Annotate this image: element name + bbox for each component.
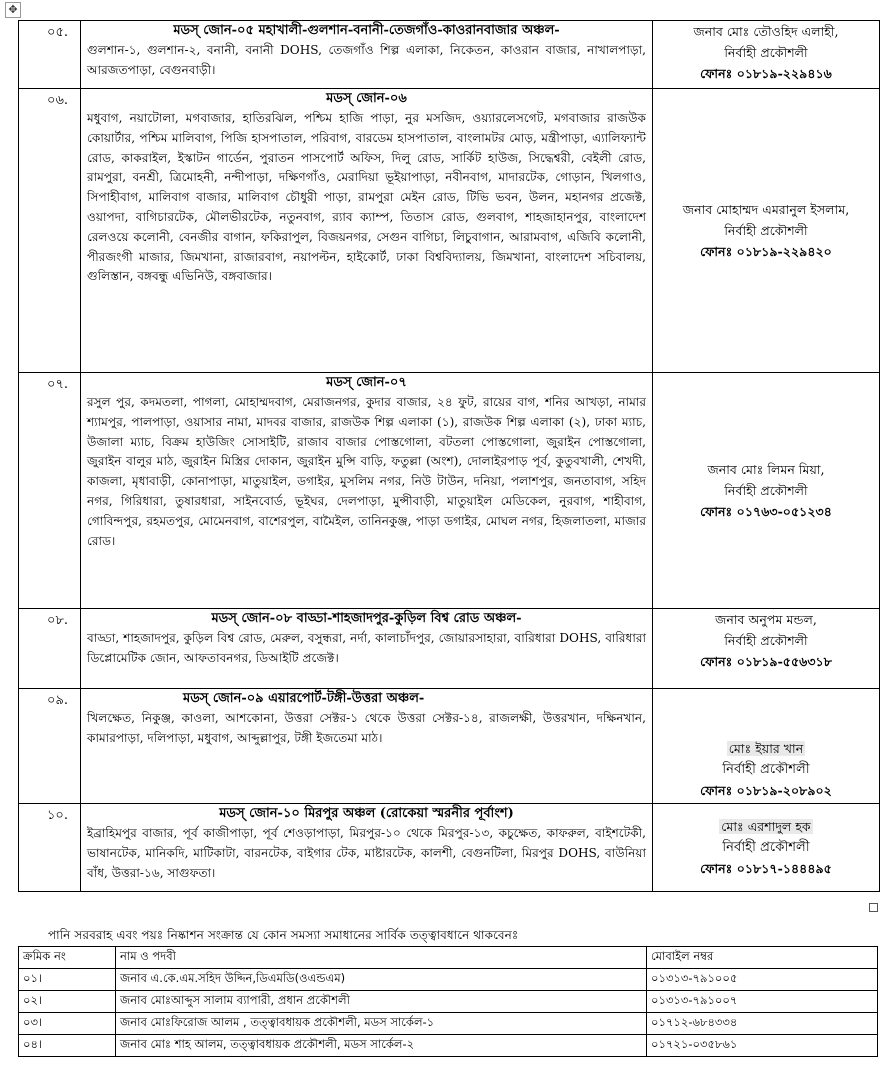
zone-contact bbox=[653, 21, 880, 89]
officer-name-designation: জনাব এ.কে.এম.সহিদ উদ্দিন,ডিএমডি(ওএন্ডএম) bbox=[116, 969, 647, 991]
zone-row bbox=[19, 804, 880, 892]
zone-contact bbox=[653, 689, 880, 804]
zone-areas: ইব্রাহিমপুর বাজার, পূর্ব কাজীপাড়া, পূর্ব শেওড়াপাড়া, মিরপুর-১০ থেকে মিরপুর-১৩, কচুক্ষেত, কাফরুল, বাইশটেকী, ভাষানটেক, মানিকদি, মাটিকাটা, বারনটেক, বাইগার টেক, মাষ্টারটেক, কালশী, বেগুনটিলা, মিরপুর DOHS, বাউনিয়া বাঁধ, উত্তরা-১৬, সাগুফতা। bbox=[87, 826, 646, 880]
zone-row bbox=[19, 689, 880, 804]
table-resize-handle[interactable] bbox=[869, 903, 878, 912]
officers-header-row bbox=[19, 947, 878, 969]
officer-name: মোঃ ইয়ার খান bbox=[728, 741, 804, 756]
zone-areas: গুলশান-১, গুলশান-২, বনানী, বনানী DOHS, তেজগাঁও শিল্প এলাকা, নিকেতন, কাওরান বাজার, নাখালপাড়া, আরজতপাড়া, বেগুনবাড়ী। bbox=[87, 43, 646, 77]
zone-areas-cell bbox=[81, 21, 653, 89]
officer-phone: ফোনঃ ০১৮১৯-৫৫৬৩১৮ bbox=[700, 654, 832, 669]
officer-phone: ফোনঃ ০১৭৬৩-০৫১২৩৪ bbox=[700, 504, 832, 519]
officer-name[interactable]: মোঃ এরশাদুল হক bbox=[721, 819, 811, 834]
zone-areas-cell bbox=[81, 689, 653, 804]
zone-title: মডস্ জোন-০৬ bbox=[326, 91, 407, 106]
zone-title: মডস্ জোন-১০ মিরপুর অঞ্চল (রোকেয়া স্মরনীর পূর্বাংশ) bbox=[219, 806, 514, 821]
zone-contact bbox=[653, 89, 880, 373]
officer-phone: ফোনঃ ০১৮১৯-২২৯৪১৬ bbox=[700, 66, 832, 81]
officer-row bbox=[19, 1013, 878, 1035]
zone-row bbox=[19, 21, 880, 89]
officer-title: নির্বাহী প্রকৌশলী bbox=[722, 762, 810, 777]
officer-name-designation: জনাব মোঃ শাহ আলম, তত্ত্বাবধায়ক প্রকৌশলী, মডস সার্কেল-২ bbox=[116, 1035, 647, 1057]
officer-row bbox=[19, 969, 878, 991]
officer-name: জনাব অনুপম মন্ডল, bbox=[715, 612, 817, 627]
officer-mobile: ০১৭২১-০৩৫৮৬১ bbox=[647, 1035, 878, 1057]
zone-areas-cell bbox=[81, 804, 653, 892]
zone-number: ০৬. bbox=[19, 89, 81, 373]
officer-mobile: ০১৭১২-৬৮৪৩৩৪ bbox=[647, 1013, 878, 1035]
zone-title: মডস্ জোন-০৭ bbox=[326, 375, 407, 390]
zone-number: ০৭. bbox=[19, 373, 81, 609]
officer-row bbox=[19, 991, 878, 1013]
officer-name: জনাব মোঃ লিমন মিয়া, bbox=[707, 462, 825, 477]
officer-serial: ০১। bbox=[19, 969, 116, 991]
officer-mobile: ০১৩১৩-৭৯১০০৭ bbox=[647, 991, 878, 1013]
zone-number: ১০. bbox=[19, 804, 81, 892]
zone-row bbox=[19, 609, 880, 689]
officer-title: নির্বাহী প্রকৌশলী bbox=[724, 483, 808, 498]
header-name: নাম ও পদবী bbox=[116, 947, 647, 969]
header-serial: ক্রমিক নং bbox=[19, 947, 116, 969]
zone-areas-cell bbox=[81, 609, 653, 689]
zone-title: মডস্ জোন-০৯ এয়ারপোর্ট-টঙ্গী-উত্তরা অঞ্চল- bbox=[183, 691, 425, 706]
officer-row bbox=[19, 1035, 878, 1057]
officer-title: নির্বাহী প্রকৌশলী bbox=[724, 223, 808, 238]
officer-title: নির্বাহী প্রকৌশলী bbox=[722, 840, 810, 855]
zone-title: মডস্ জোন-০৮ বাড্ডা-শাহজাদপুর-কুড়িল বিশ্ব রোড অঞ্চল- bbox=[211, 611, 522, 626]
officer-phone: ফোনঃ ০১৮১৯-২২৯৪২০ bbox=[700, 244, 832, 259]
header-mobile: মোবাইল নম্বর bbox=[647, 947, 878, 969]
zone-number: ০৫. bbox=[19, 21, 81, 89]
zone-title: মডস্ জোন-০৫ মহাখালী-গুলশান-বনানী-তেজগাঁও-কাওরানবাজার অঞ্চল- bbox=[173, 23, 560, 38]
officer-phone: ফোনঃ ০১৮১৯-২০৮৯০২ bbox=[700, 783, 832, 798]
zone-areas-cell bbox=[81, 373, 653, 609]
zone-contact bbox=[653, 804, 880, 892]
officer-title: নির্বাহী প্রকৌশলী bbox=[724, 633, 808, 648]
zone-areas-cell bbox=[81, 89, 653, 373]
zone-areas: রসুল পুর, কদমতলা, পাগলা, মোহাম্মদবাগ, মেরাজনগর, কুদার বাজার, ২৪ ফুট, রায়ের বাগ, শনির আখড়া, নামার শ্যামপুর, পালপাড়া, ওয়াসার নামা, মাদবর বাজার, রাজউক শিল্প এলাকা (১), রাজউক শিল্প এলাকা (২), ঢাকা ম্যাচ, উজালা ম্যাচ, বিক্রম হাউজিং সোসাইটি, রাজাব বাজার পোস্তগোলা, বটতলা পোস্তগোলা, জুরাইন পোস্তগোলা, জুরাইন বালুর মাঠ, জুরাইন মিস্ত্রির দোকান, জুরাইন মুন্সি বাড়ি, ফতুল্লা (অংশ), দোলাইরপাড় পূর্ব, কুতুবখালী, শেখদী, কাজলা, মৃধাবাড়ী, কোনাপাড়া, মাতুয়াইল, ডগাইর, মুসলিম নগর, নিউ টাউন, দনিয়া, পলাশপুর, জনতাবাগ, সহিদ নগর, গিরিধারা, তুষারধারা, সাইনবোর্ড, ভূইঘর, দেলপাড়া, মুন্সীবাড়ী, মাতুয়াইল মেডিকেল, নুরবাগ, শাহীবাগ, গোবিন্দপুর, রহমতপুর, মোমেনবাগ, বাশেরপুল, বামৈইল, তানিনকুঞ্জ, পাড়া ডগাইর, মোঘল নগর, হিজলাতলা, মাজার রোড। bbox=[87, 395, 646, 548]
zone-row bbox=[19, 89, 880, 373]
officer-serial: ০৩। bbox=[19, 1013, 116, 1035]
zone-areas: খিলক্ষেত, নিকুঞ্জ, কাওলা, আশকোনা, উত্তরা সেক্টর-১ থেকে উত্তরা সেক্টর-১৪, রাজলক্ষী, উত্তরখান, দক্ষিনখান, কামারপাড়া, দলিপাড়া, মধুবাগ, আব্দুল্লাপুর, টঙ্গী ইজতেমা মাঠ। bbox=[87, 711, 646, 745]
zones-table bbox=[18, 20, 880, 892]
officer-phone: ফোনঃ ০১৮১৭-১৪৪৪৯৫ bbox=[700, 861, 832, 876]
supervision-note: পানি সরবরাহ এবং পয়ঃ নিষ্কাশন সংক্রান্ত যে কোন সমস্যা সমাধানের সার্বিক তত্ত্বাবধানে থাকবেনঃ bbox=[48, 928, 519, 942]
officer-name: জনাব মোহাম্মদ এমরানুল ইসলাম, bbox=[682, 202, 850, 217]
table-move-handle[interactable]: ✥ bbox=[5, 2, 21, 18]
zone-areas: মধুবাগ, নয়াটোলা, মগবাজার, হাতিরঝিল, পশ্চিম হাজি পাড়া, নুর মসজিদ, ওয়্যারলেসগেট, মগবাজার রাজউক কোয়ার্টার, পশ্চিম মালিবাগ, পিজি হাসপাতাল, পরিবাগ, বারডেম হাসপাতাল, বাংলামটর মোড়, মন্ত্রীপাড়া, এ্যালিফ্যান্ট রোড, কাকরাইল, ইস্কাটন গার্ডেন, পুরাতন পাসপোর্ট অফিস, দিলু রোড, সার্কিট হাউজ, সিদ্ধেশ্বরী, বেইলী রোড, রামপুরা, বনশ্রী, ত্রিমোহনী, নন্দীপাড়া, দক্ষিণগাঁও, মেরাদিয়া ভূইয়াপাড়া, নবীনবাগ, মাদারটেক, গোড়ান, খিলগাও, সিপাহীবাগ, মালিবাগ বাজার, মালিবাগ চৌধুরী পাড়া, রামপুরা মেইন রোড, টিভি ভবন, উলন, মহানগর প্রজেক্ট, ওয়াপদা, বাগিচারটেক, মৌলভীরটেক, নতুনবাগ, র‌্যাব ক্যাম্প, তিতাস রোড, গুলবাগ, শাহজাহানপুর, বাংলাদেশ রেলওয়ে কলোনী, বেনজীর বাগান, ফকিরাপুল, বিজয়নগর, সেগুন বাগিচা, লিচুবাগান, আরামবাগ, এজিবি কলোনী, পীরজংগী মাজার, জিমখানা, রাজারবাগ, নয়াপল্টন, হাইকোর্ট, ঢাকা বিশ্ববিদ্যালয়, জিমখানা, বাংলাদেশ সচিবালয়, গুলিস্তান, বঙ্গবন্ধু এভিনিউ, বঙ্গবাজার। bbox=[87, 111, 646, 284]
zone-contact bbox=[653, 609, 880, 689]
officer-name-designation: জনাব মোঃফিরোজ আলম , তত্ত্বাবধায়ক প্রকৌশলী, মডস সার্কেল-১ bbox=[116, 1013, 647, 1035]
zone-row bbox=[19, 373, 880, 609]
officer-name-designation: জনাব মোঃআব্দুস সালাম ব্যাপারী, প্রধান প্রকৌশলী bbox=[116, 991, 647, 1013]
officer-serial: ০২। bbox=[19, 991, 116, 1013]
zone-contact bbox=[653, 373, 880, 609]
zone-areas: বাড্ডা, শাহজাদপুর, কুড়িল বিশ্ব রোড, মেরুল, বসুন্ধরা, নর্দা, কালাচাঁদপুর, জোয়ারসাহারা, বারিধারা DOHS, বারিধারা ডিপ্লোমেটিক জোন, আফতাবনগর, ডিআইটি প্রজেক্ট। bbox=[87, 631, 646, 665]
officer-serial: ০৪। bbox=[19, 1035, 116, 1057]
officer-name: জনাব মোঃ তৌওহিদ এলাহী, bbox=[693, 24, 839, 39]
officer-title: নির্বাহী প্রকৌশলী bbox=[724, 45, 808, 60]
zone-number: ০৯. bbox=[19, 689, 81, 804]
officers-table bbox=[18, 946, 878, 1057]
officer-mobile: ০১৩১৩-৭৯১০০৫ bbox=[647, 969, 878, 991]
zone-number: ০৮. bbox=[19, 609, 81, 689]
